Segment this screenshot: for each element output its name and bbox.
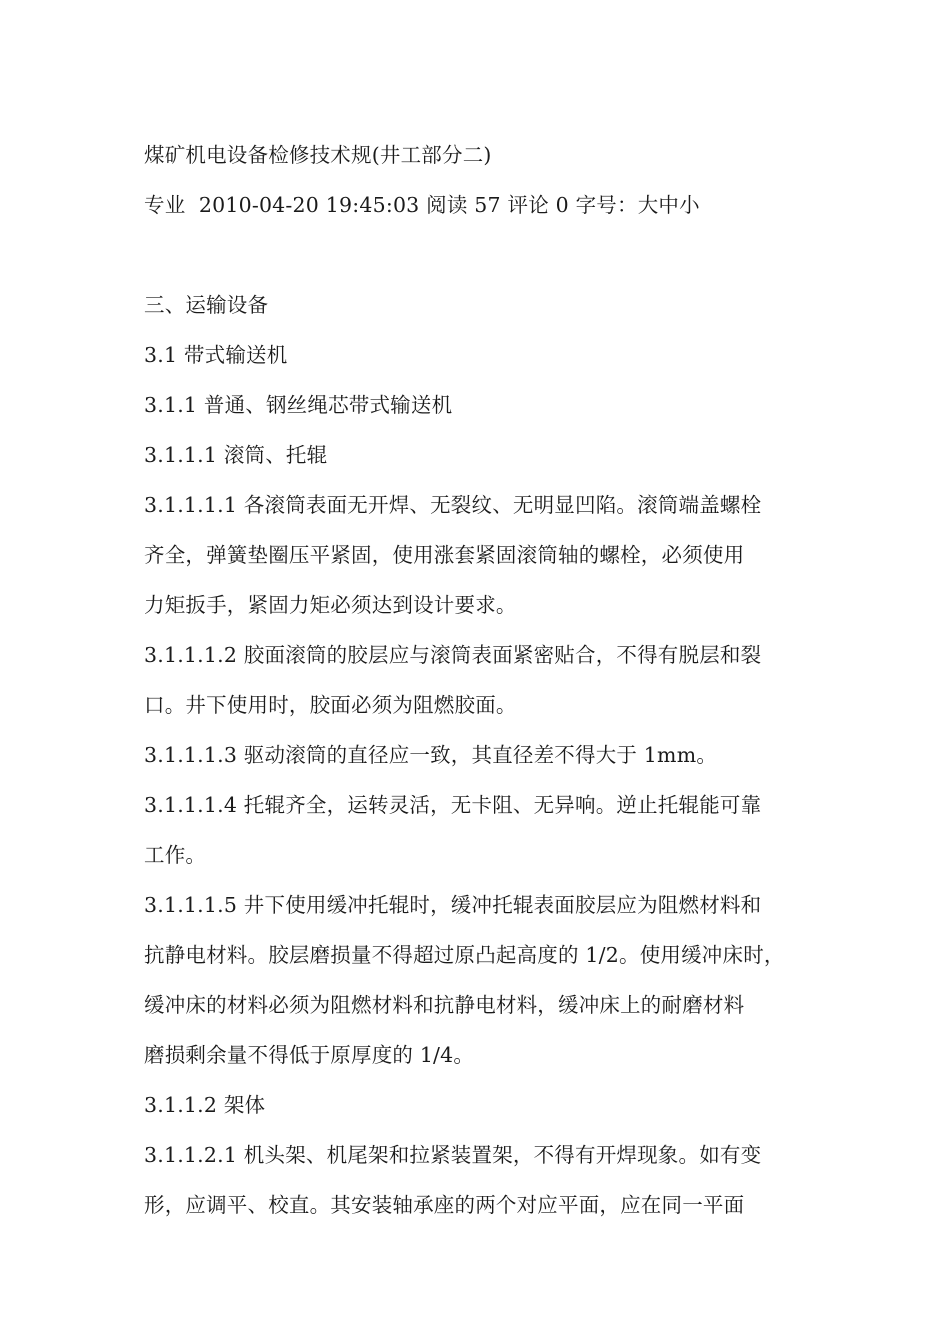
section-heading: 3.1.1 普通、钢丝绳芯带式输送机	[144, 393, 453, 417]
read-label: 阅读	[426, 193, 468, 217]
font-size-small-button[interactable]: 小	[679, 193, 700, 217]
paragraph-line: 3.1.1.1.4 托辊齐全，运转灵活，无卡阻、无异响。逆止托辊能可靠	[144, 793, 762, 817]
paragraph-line: 力矩扳手，紧固力矩必须达到设计要求。	[144, 593, 517, 617]
paragraph-line: 3.1.1.1.1 各滚筒表面无开焊、无裂纹、无明显凹陷。滚筒端盖螺栓	[144, 493, 762, 517]
font-size-medium-button[interactable]: 中	[658, 193, 680, 217]
font-size-label: 字号：	[575, 193, 638, 217]
comment-label: 评论	[507, 193, 549, 217]
spacer	[144, 230, 816, 280]
paragraph-line: 3.1.1.1.3 驱动滚筒的直径应一致，其直径差不得大于 1mm。	[144, 743, 718, 767]
category-label: 专业	[144, 193, 186, 217]
section-heading: 3.1.1.1 滚筒、托辊	[144, 443, 328, 467]
comment-count: 0	[555, 193, 569, 217]
section-heading: 3.1 带式输送机	[144, 343, 288, 367]
document-title: 煤矿机电设备检修技术规(井工部分二)	[144, 143, 492, 167]
read-count: 57	[474, 193, 501, 217]
paragraph-line: 3.1.1.1.5 井下使用缓冲托辊时，缓冲托辊表面胶层应为阻燃材料和	[144, 893, 762, 917]
paragraph-line: 抗静电材料。胶层磨损量不得超过原凸起高度的 1/2。使用缓冲床时，	[144, 943, 785, 967]
paragraph-line: 形，应调平、校直。其安装轴承座的两个对应平面，应在同一平面	[144, 1193, 745, 1217]
post-datetime: 2010-04-20 19:45:03	[198, 193, 420, 217]
font-size-large-button[interactable]: 大	[637, 193, 659, 217]
paragraph-line: 3.1.1.1.2 胶面滚筒的胶层应与滚筒表面紧密贴合，不得有脱层和裂	[144, 643, 762, 667]
document-body	[144, 130, 816, 1230]
article-meta	[144, 180, 816, 230]
section-heading: 3.1.1.2 架体	[144, 1093, 266, 1117]
paragraph-line: 3.1.1.2.1 机头架、机尾架和拉紧装置架，不得有开焊现象。如有变	[144, 1143, 762, 1167]
paragraph-line: 齐全，弹簧垫圈压平紧固，使用涨套紧固滚筒轴的螺栓，必须使用	[144, 543, 745, 567]
paragraph-line: 工作。	[144, 843, 207, 867]
paragraph-line: 缓冲床的材料必须为阻燃材料和抗静电材料，缓冲床上的耐磨材料	[144, 993, 745, 1017]
paragraph-line: 口。井下使用时，胶面必须为阻燃胶面。	[144, 693, 517, 717]
paragraph-line: 磨损剩余量不得低于原厚度的 1/4。	[144, 1043, 475, 1067]
section-heading: 三、运输设备	[144, 293, 269, 317]
